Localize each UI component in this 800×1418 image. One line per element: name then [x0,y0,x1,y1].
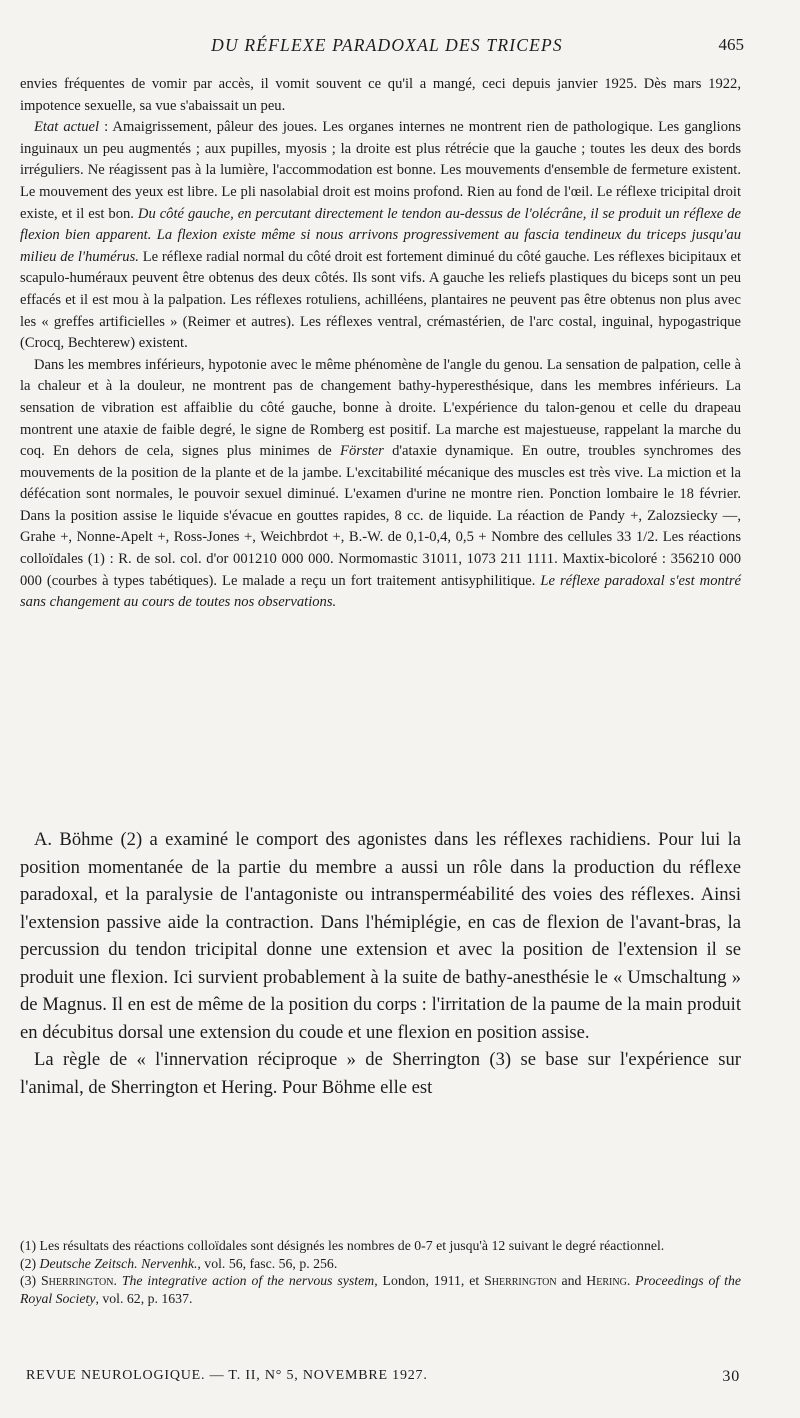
page-number: 465 [718,35,744,54]
case-paragraph-2 [20,117,741,355]
etat-actuel-label: Etat actuel [34,119,100,136]
case-italic-conclusion: Le réflexe paradoxal s'est montré sans changement au cours de toutes nos observations. [20,572,741,611]
case-text: Le réflexe radial normal du côté droit est fortement diminué du côté gauche. Les réflexes bicipitaux et scapulo-huméraux peuvent être obtenus des deux côtés. Ils sont vifs. A gauche les reliefs plastiques du biceps sont un peu effacés et il est mou à la palpation. Les réflexes rotuliens, achilléens, plantaires ne peuvent pas être obtenus non plus avec les « greffes artificielles » (Reimer et autres). Les réflexes ventral, crémastérien, de l'arc costal, inguinal, hypogastrique (Crocq, Bechterew) existent. [20,248,741,352]
footnote-text: , London, 1911, et [374,1273,485,1289]
footnote-text: and [556,1273,587,1289]
discussion-paragraph-2: La règle de « l'innervation réciproque » de Sherrington (3) se base sur l'expérience sur l'animal, de Sherrington et Hering. Pour Böhme elle est [20,1049,741,1098]
footnote-number: (3) [20,1273,41,1289]
journal-title: Proceedings of the Royal Society [20,1273,741,1306]
footnotes [20,1237,741,1307]
footnote-3 [20,1272,741,1307]
case-text: Dans les membres inférieurs, hypotonie avec le même phénomène de l'angle du genou. La sensation de palpation, celle à la chaleur et à la douleur, ne montrent pas de changement bathy-hyperesthésique, dans les membres inférieurs. La sensation de vibration est affaiblie du côté gauche, bonne à droite. L'expérience du talon-genou et celle du drapeau montrent une ataxie de faible degré, le signe de Romberg est positif. La marche est majestueuse, rappelant la marche du coq. En dehors de cela, signes plus minimes de [20,356,741,460]
sheet-number: 30 [722,1368,740,1385]
book-title: The integrative action of the nervous system [121,1273,375,1289]
case-italic-finding: Du côté gauche, en percutant directement le tendon au-dessus de l'olécrâne, il se produit un réflexe de flexion bien apparent. La flexion existe même si nous arrivons progressivement au fascia tendineux du triceps jusqu'au milieu de l'humérus. [20,205,741,265]
running-header [30,30,744,60]
running-title: DU RÉFLEXE PARADOXAL DES TRICEPS [211,34,563,55]
discussion-paragraph-1: A. Böhme (2) a examiné le comport des agonistes dans les réflexes rachidiens. Pour lui la position momentanée de la partie du membre a aussi un rôle dans la production du réflexe paradoxal, et la paralysie de l'antagoniste ou intransperméabilité des voies des réflexes. Ainsi l'extension passive aide la contraction. Dans l'hémiplégie, en cas de flexion de l'avant-bras, la percussion du tendon tricipital donne une extension et avec la position de l'extension il se produit une flexion. Ici survient probablement à la suite de bathy-anesthésie le « Umschaltung » de Magnus. Il en est de même de la position du corps : l'irritation de la paume de la main produit en décubitus dorsal une extension du coude et une flexion en position assise. [20,829,741,1043]
discussion-text [20,826,741,1101]
case-text: d'ataxie dynamique. En outre, troubles synchromes des mouvements de la position de la plante et de la jambe. L'excitabilité mécanique des muscles est très vive. La miction et la défécation sont normales, le pouvoir sexuel diminué. L'examen d'urine ne montre rien. Ponction lombaire le 18 février. Dans la position assise le liquide s'évacue en gouttes rapides, 8 cc. de liquide. La réaction de Pandy +, Zalozsiecky —, Grahe +, Nonne-Apelt +, Ross-Jones +, Weichbrdot +, B.-W. de 0,1-0,4, 0,5 + Nombre des cellules 33 1/2. Les réactions colloïdales (1) : R. de sol. col. d'or 001210 000 000. Normomastic 31011, 1073 211 1111. Maxtix-bicoloré : 356210 000 000 (courbes à types tabétiques). Le malade a reçu un fort traitement antisyphilitique. [20,443,742,589]
page-footer [26,1368,740,1384]
footnote-text: . [113,1273,122,1289]
author-name: Sherrington [484,1273,557,1289]
case-text: : Amaigrissement, pâleur des joues. Les organes internes ne montrent rien de pathologique. Les ganglions inguinaux un peu augmentés ; aux pupilles, myosis ; la droite est plus rétrécie que la gauche ; toutes les deux des bords irréguliers. Ne réagissent pas à la lumière, l'accommodation est bonne. Les mouvements d'ensemble de fermeture existent. Le mouvement des yeux est libre. Le pli nasolabial droit est moins profond. Rien au fond de l'œil. Le réflexe tricipital droit existe, et il est bon. [20,119,741,222]
footnote-number: (2) [20,1255,40,1271]
case-paragraph-1: envies fréquentes de vomir par accès, il vomit souvent ce qu'il a mangé, ceci depuis janvier 1925. Dès mars 1922, impotence sexuelle, sa vue s'abaissait un peu. [20,76,741,114]
case-report [20,74,741,614]
footnote-text: , vol. 62, p. 1637. [95,1290,193,1306]
footnote-1: (1) Les résultats des réactions colloïdales sont désignés les nombres de 0-7 et jusqu'à 12 suivant le degré réactionnel. [20,1238,665,1253]
forster-name: Förster [340,443,384,460]
case-paragraph-3 [20,355,741,614]
author-name: Hering [586,1273,627,1289]
journal-title: Deutsche Zeitsch. Nervenhk. [39,1255,198,1271]
author-name: Sherrington [40,1273,114,1289]
footnote-text: . [626,1273,636,1289]
footnote-text: , vol. 56, fasc. 56, p. 256. [197,1255,338,1271]
footnote-2 [20,1255,741,1273]
journal-citation: REVUE NEUROLOGIQUE. — T. II, N° 5, NOVEMBRE 1927. [26,1368,428,1383]
